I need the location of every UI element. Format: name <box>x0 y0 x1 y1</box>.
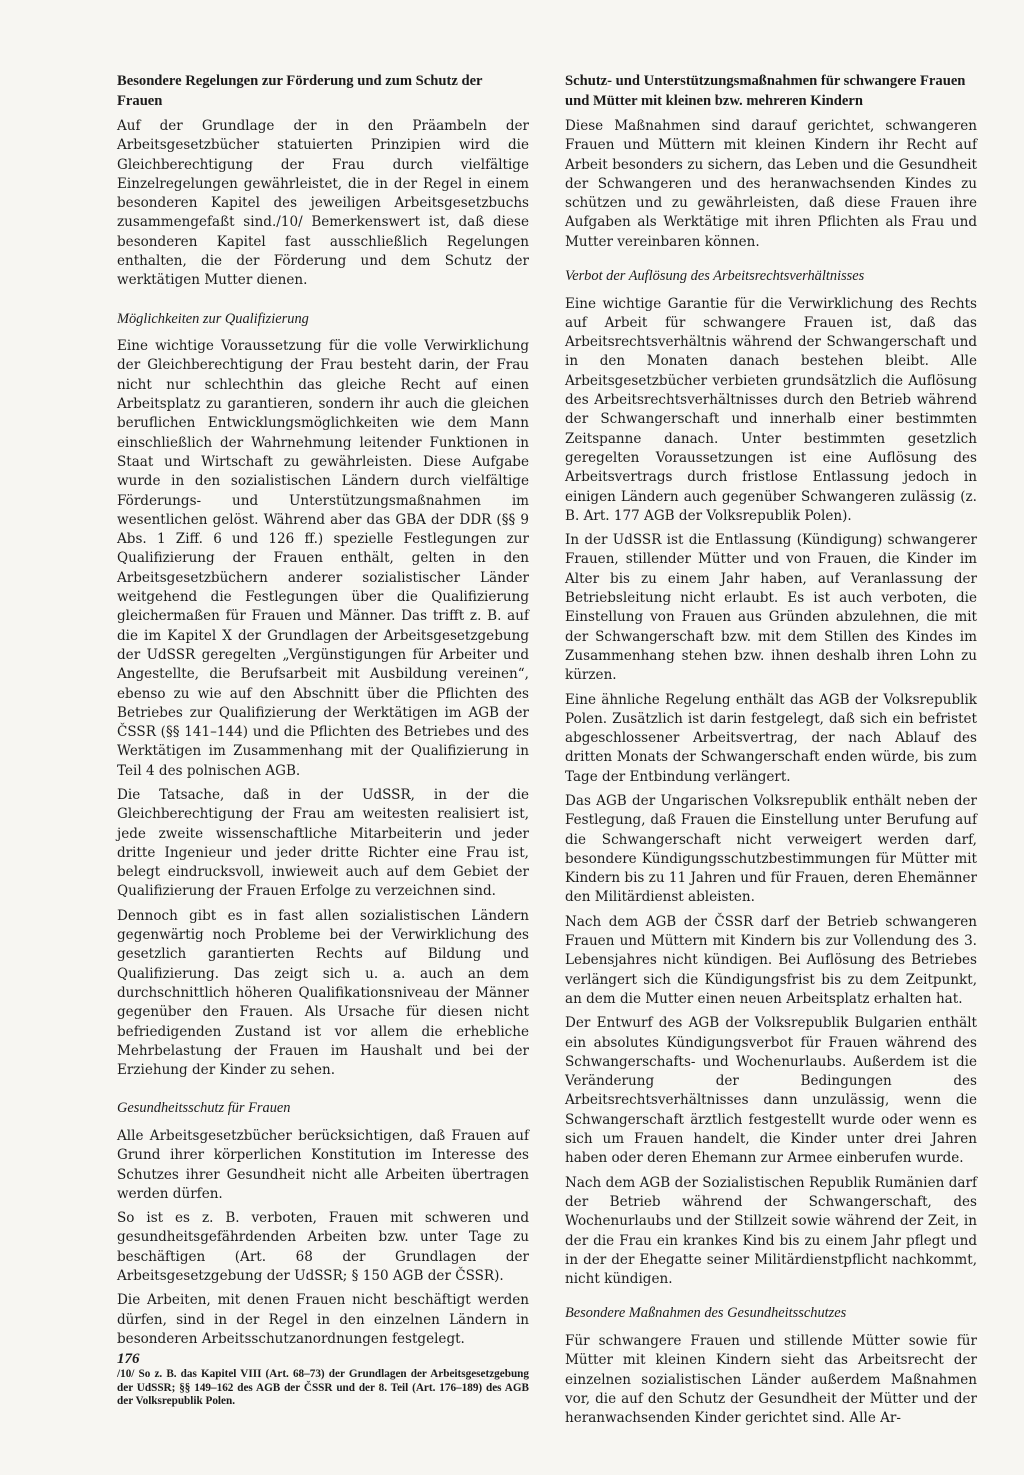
paragraph: Eine wichtige Garantie für die Verwirklichung des Rechts auf Arbeit für schwangere Frauen ist, daß das Arbeitsrechtsverhältnis während der Schwangerschaft und in den Monaten danach bestehen bleibt. Alle Arbeitsgesetzbücher verbieten grundsätzlich die Auflösung des Arbeitsrechtsverhältnisses durch den Betrieb während der Schwangerschaft und innerhalb einer bestimmten Zeitspanne danach. Unter bestimmten gesetzlich geregelten Voraussetzungen ist eine Auflösung des Arbeitsvertrags durch fristlose Entlassung jedoch in einigen Ländern auch gegenüber Schwangeren zulässig (z. B. Art. 177 AGB der Volksrepublik Polen). <box>565 295 977 524</box>
paragraph: Die Arbeiten, mit denen Frauen nicht beschäftigt werden dürfen, sind in der Regel in den einzelnen Ländern in besonderen Arbeitsschutzanordnungen festgelegt. <box>117 1292 529 1347</box>
right-column <box>565 72 977 1433</box>
paragraph: Eine wichtige Voraussetzung für die volle Verwirklichung der Gleichberechtigung der Frau besteht darin, der Frau nicht nur schlechthin das gleiche Recht auf einen Arbeitsplatz zu garantieren, sondern ihr auch die gleichen beruflichen Entwicklungsmöglichkeiten wie dem Mann einschließlich der Wahrnehmung leitender Funktionen in Staat und Wirtschaft zu gewährleisten. Diese Aufgabe wurde in den sozialistischen Ländern durch vielfältige Förderungs- und Unterstützungsmaßnahmen im wesentlichen gelöst. Während aber das GBA der DDR (§§ 9 Abs. 1 Ziff. 6 und 126 ff.) spezielle Festlegungen zur Qualifizierung der Frauen enthält, gelten in den Arbeitsgesetzbüchern anderer sozialistischer Länder weitgehend die Festlegungen über die Qualifizierung gleichermaßen für Frauen und Männer. Das trifft z. B. auf die im Kapitel X der Grundlagen der Arbeitsgesetzgebung der UdSSR geregelten „Vergünstigungen für Arbeiter und Angestellte, die Berufsarbeit mit Ausbildung vereinen“, ebenso zu wie auf den Abschnitt über die Pflichten des Betriebes zur Qualifizierung der Werktätigen im AGB der ČSSR (§§ 141–144) und die Pflichten des Betriebes und des Werktätigen im Zusammenhang mit der Qualifizierung in Teil 4 des polnischen AGB. <box>117 338 529 779</box>
paragraph: Eine ähnliche Regelung enthält das AGB der Volksrepublik Polen. Zusätzlich ist darin festgelegt, daß sich ein befristet abgeschlossener Arbeitsvertrag, der nach Ablauf des dritten Monats der Schwangerschaft enden würde, bis zum Tage der Entbindung verlängert. <box>565 691 977 785</box>
left-column <box>117 72 529 1408</box>
section-heading: Schutz- und Unterstützungsmaßnahmen für schwangere Frauen und Mütter mit kleinen bzw. mehreren Kindern <box>565 73 966 109</box>
paragraph: Der Entwurf des AGB der Volksrepublik Bulgarien enthält ein absolutes Kündigungsverbot für Frauen während des Schwangerschafts- und Wochenurlaubs. Außerdem ist die Veränderung der Bedingungen des Arbeitsrechtsverhältnisses dann unzulässig, wenn die Schwangerschaft ärztlich festgestellt wurde oder wenn es sich um Frauen handelt, die Kinder unter drei Jahren haben oder deren Ehemann zur Armee einberufen wurde. <box>565 1015 977 1167</box>
paragraph: Auf der Grundlage der in den Präambeln der Arbeitsgesetzbücher statuierten Prinzipien wird die Gleichberechtigung der Frau durch vielfältige Einzelregelungen gewährleistet, die in der Regel in einem besonderen Kapitel des jeweiligen Arbeitsgesetzbuchs zusammengefaßt sind./10/ Bemerkenswert ist, daß diese besonderen Kapitel fast ausschließlich Regelungen enthalten, die der Förderung und dem Schutz der werktätigen Mutter dienen. <box>117 118 529 289</box>
paragraph: So ist es z. B. verboten, Frauen mit schweren und gesundheitsgefährdenden Arbeiten bzw. unter Tage zu beschäftigen (Art. 68 der Grundlagen der Arbeitsgesetzgebung der UdSSR; § 150 AGB der ČSSR). <box>117 1210 529 1285</box>
paragraph: Dennoch gibt es in fast allen sozialistischen Ländern gegenwärtig noch Probleme bei der Verwirklichung des gesetzlich garantierten Rechts auf Bildung und Qualifizierung. Das zeigt sich u. a. auch an dem durchschnittlich höheren Qualifikationsniveau der Männer gegenüber den Frauen. Als Ursache für diesen nicht befriedigenden Zustand ist vor allem die erhebliche Mehrbelastung der Frauen im Haushalt und bei der Erziehung der Kinder zu sehen. <box>117 907 529 1079</box>
paragraph: In der UdSSR ist die Entlassung (Kündigung) schwangerer Frauen, stillender Mütter und von Frauen, die Kinder im Alter bis zu einem Jahr haben, auf Veranlassung der Betriebsleitung nicht erlaubt. Es ist auch verboten, die Einstellung von Frauen aus Gründen abzulehnen, die mit der Schwangerschaft bzw. mit dem Stillen des Kindes im Zusammenhang stehen bzw. ihnen deshalb ihren Lohn zu kürzen. <box>565 532 977 684</box>
subsection-heading: Gesundheitsschutz für Frauen <box>117 1100 291 1117</box>
page-number: 176 <box>117 1351 140 1367</box>
subsection-heading: Verbot der Auflösung des Arbeitsrechtsverhältnisses <box>565 268 865 285</box>
paragraph: Alle Arbeitsgesetzbücher berücksichtigen, daß Frauen auf Grund ihrer körperlichen Konstitution im Interesse des Schutzes ihrer Gesundheit nicht alle Arbeiten übertragen werden dürfen. <box>117 1127 529 1202</box>
paragraph: Nach dem AGB der Sozialistischen Republik Rumänien darf der Betrieb während der Schwangerschaft, des Wochenurlaubs und der Stillzeit sowie während der Zeit, in der die Frau ein krankes Kind bis zu einem Jahr pflegt und in der der Ehegatte seiner Militärdienstpflicht nachkommt, nicht kündigen. <box>565 1174 977 1288</box>
paragraph: Diese Maßnahmen sind darauf gerichtet, schwangeren Frauen und Müttern mit kleinen Kindern ihr Recht auf Arbeit besonders zu sichern, das Leben und die Gesundheit der Schwangeren und des heranwachsenden Kindes zu schützen und zu gewährleisten, daß diese Frauen ihre Aufgaben als Werktätige mit ihren Pflichten als Frau und Mutter vereinbaren können. <box>565 118 977 250</box>
footnote: /10/ So z. B. das Kapitel VIII (Art. 68–73) der Grundlagen der Arbeitsgesetzgebung der UdSSR; §§ 149–162 des AGB der ČSSR und der 8. Teil (Art. 176–189) des AGB der Volksrepublik Polen. <box>117 1368 529 1408</box>
section-heading: Besondere Regelungen zur Förderung und zum Schutz der Frauen <box>117 73 483 109</box>
paragraph: Das AGB der Ungarischen Volksrepublik enthält neben der Festlegung, daß Frauen die Einstellung unter Berufung auf die Schwangerschaft nicht verweigert werden darf, besondere Kündigungsschutzbestimmungen für Mütter mit Kindern bis zu 11 Jahren und für Frauen, deren Ehemänner den Militärdienst ableisten. <box>565 793 977 906</box>
paragraph: Die Tatsache, daß in der UdSSR, in der die Gleichberechtigung der Frau am weitesten realisiert ist, jede zweite wissenschaftliche Mitarbeiterin und jeder dritte Ingenieur und jeder dritte Richter eine Frau ist, belegt eindrucksvoll, inwieweit auch auf dem Gebiet der Qualifizierung der Frauen Erfolge zu verzeichnen sind. <box>117 787 529 900</box>
subsection-heading: Besondere Maßnahmen des Gesundheitsschutzes <box>565 1305 847 1322</box>
subsection-heading: Möglichkeiten zur Qualifizierung <box>117 310 309 327</box>
paragraph: Nach dem AGB der ČSSR darf der Betrieb schwangeren Frauen und Müttern mit Kindern bis zur Vollendung des 3. Lebensjahres nicht kündigen. Bei Auflösung des Betriebes verlängert sich die Kündigungsfrist bis zu dem Zeitpunkt, an dem die Mutter einen neuen Arbeitsplatz erhalten hat. <box>565 913 977 1007</box>
paragraph: Für schwangere Frauen und stillende Mütter sowie für Mütter mit kleinen Kindern sieht das Arbeitsrecht der einzelnen sozialistischen Länder außerdem Maßnahmen vor, die auf den Schutz der Gesundheit der Mütter und der heranwachsenden Kinder gerichtet sind. Alle Ar- <box>565 1332 977 1427</box>
